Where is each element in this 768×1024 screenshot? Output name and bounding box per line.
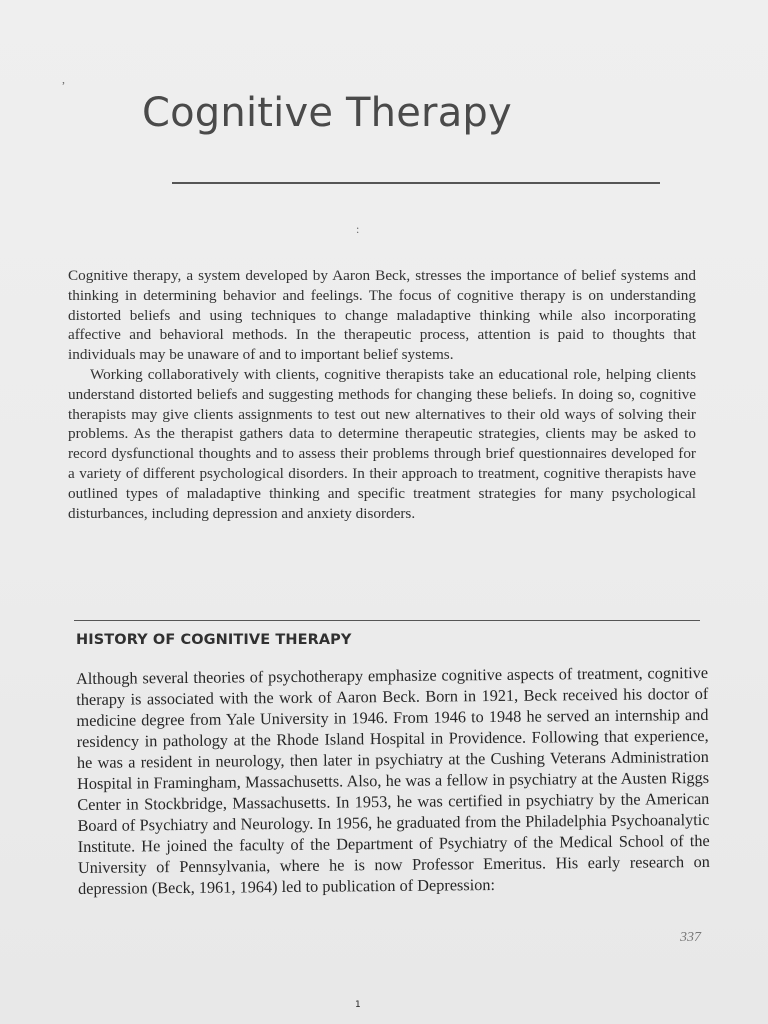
- history-paragraph: Although several theories of psychotherapy emphasize cognitive aspects of treatment, cognitive therapy is associated with the work of Aaron Beck. Born in 1921, Beck received his doctor of medicine degree from Yale University in 1946. From 1946 to 1948 he served an internship and residency in pathology at the Rhode Island Hospital in Providence. Following that experience, he was a resident in neurology, then later in psychiatry at the Cushing Veterans Administration Hospital in Framingham, Massachusetts. Also, he was a fellow in psychiatry at the Austen Riggs Center in Stockbridge, Massachusetts. In 1953, he was certified in psychiatry by the American Board of Psychiatry and Neurology. In 1956, he graduated from the Philadelphia Psychoanalytic Institute. He joined the faculty of the Department of Psychiatry of the Medical School of the University of Pennsylvania, where he is now Professor Emeritus. His early research on depression (Beck, 1961, 1964) led to publication of Depression:: [76, 662, 710, 898]
- intro-paragraph: Cognitive therapy, a system developed by Aaron Beck, stresses the importance of belief systems and thinking in determining behavior and feelings. The focus of cognitive therapy is on understanding distorted beliefs and using techniques to change maladaptive thinking while also incorporating affective and behavioral methods. In the therapeutic process, attention is paid to thoughts that individuals may be unaware of and to important belief systems.: [68, 267, 696, 364]
- section-divider: [74, 620, 700, 621]
- history-section: [76, 662, 710, 899]
- section-heading: HISTORY OF COGNITIVE THERAPY: [76, 632, 352, 648]
- footer-number: 1: [355, 1000, 361, 1010]
- title-divider: [172, 182, 660, 184]
- chapter-title: Cognitive Therapy: [142, 90, 512, 136]
- scan-speck: :: [356, 222, 360, 236]
- scan-speck: ,: [62, 72, 65, 86]
- intro-paragraph: Working collaboratively with clients, cognitive therapists take an educational role, helping clients understand distorted beliefs and suggesting methods for changing these beliefs. In doing so, cognitive therapists may give clients assignments to test out new alternatives to their old ways of solving their problems. As the therapist gathers data to determine therapeutic strategies, clients may be asked to record dysfunctional thoughts and to assess their problems through brief questionnaires developed for a variety of different psychological disorders. In their approach to treatment, cognitive therapists have outlined types of maladaptive thinking and specific treatment strategies for many psychological disturbances, including depression and anxiety disorders.: [68, 365, 696, 522]
- intro-section: [68, 266, 696, 523]
- page-number: 337: [680, 930, 701, 945]
